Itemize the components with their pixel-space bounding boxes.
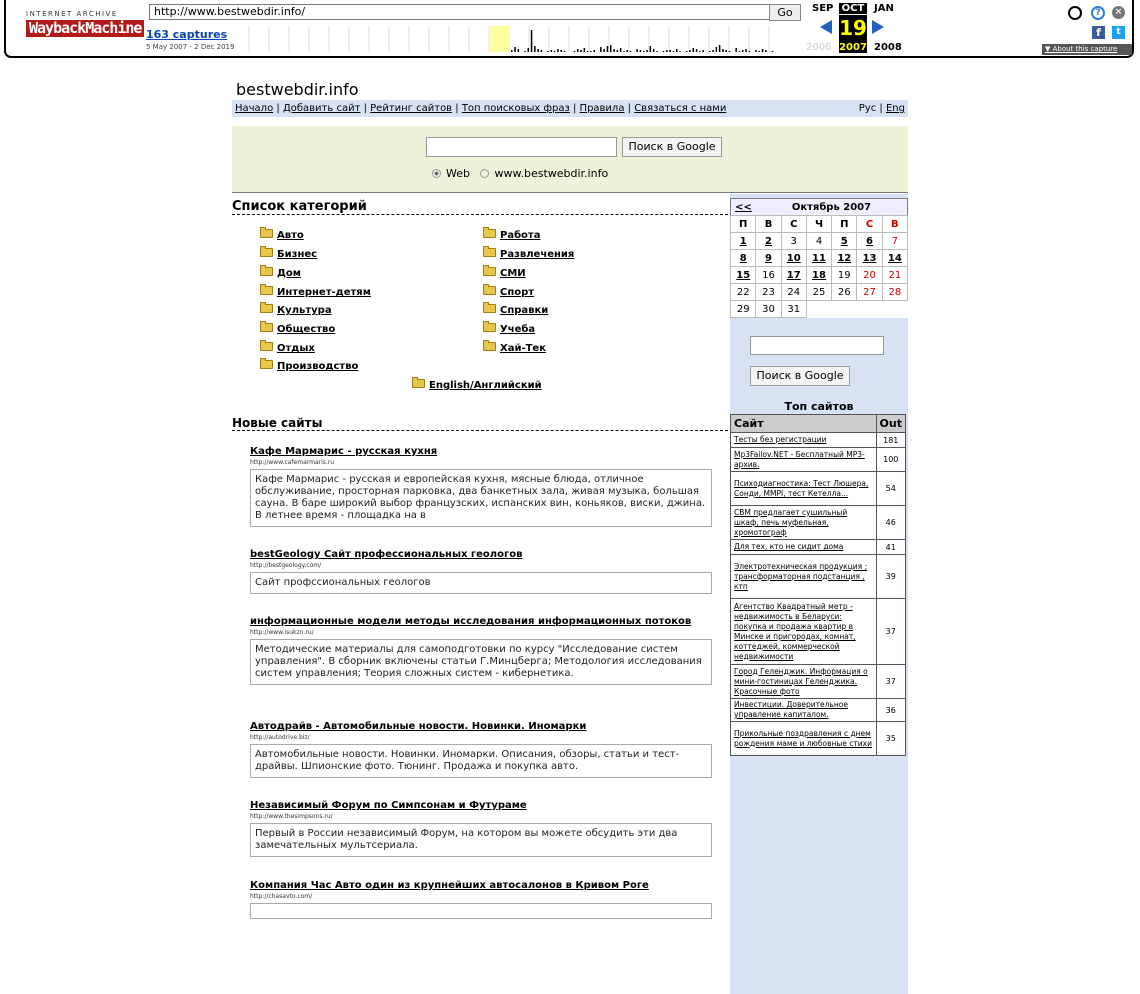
cat-label: English/Английский xyxy=(429,380,542,391)
capture-bar xyxy=(702,50,704,52)
calendar-day: 20 xyxy=(857,267,882,284)
capture-bar xyxy=(594,50,596,52)
top-site-out: 37 xyxy=(876,599,905,665)
capture-bar xyxy=(537,49,539,52)
weekday-6: В xyxy=(882,216,907,233)
capture-bar xyxy=(590,51,592,52)
entry-url: http://www.thesimpsons.ru/ xyxy=(250,813,333,820)
calendar-day[interactable]: 6 xyxy=(857,233,882,250)
cat-label: Культура xyxy=(277,305,332,316)
about-capture-link[interactable]: ▼ About this capture xyxy=(1042,44,1132,55)
capture-bar xyxy=(561,50,563,52)
weekday-5: С xyxy=(857,216,882,233)
table-row xyxy=(731,472,906,506)
cat-label: Хай-Тек xyxy=(500,343,547,354)
table-row xyxy=(731,433,906,448)
wayback-toolbar xyxy=(4,0,1134,58)
calendar-day: 4 xyxy=(806,233,831,250)
capture-bar xyxy=(759,51,761,52)
cat-auto[interactable] xyxy=(260,229,304,241)
calendar-day[interactable]: 12 xyxy=(832,250,857,267)
cat-label: Авто xyxy=(277,230,304,241)
capture-bar xyxy=(666,50,668,52)
capture-bar xyxy=(580,50,582,52)
cat-label: Отдых xyxy=(277,343,315,354)
capture-bar xyxy=(673,51,675,52)
capture-bar xyxy=(600,47,602,52)
top-site-link[interactable]: Тесты без регистрации xyxy=(731,433,877,448)
prev-month[interactable]: SEP xyxy=(812,3,834,14)
capture-bar xyxy=(653,49,655,52)
col-site: Сайт xyxy=(731,415,877,433)
capture-bar xyxy=(636,49,638,52)
radio-web-label: Web xyxy=(446,167,470,180)
capture-bar xyxy=(554,51,556,52)
cat-culture[interactable] xyxy=(260,304,332,316)
twitter-icon[interactable]: t xyxy=(1112,26,1125,39)
calendar-day[interactable]: 15 xyxy=(731,267,756,284)
top-site-out: 100 xyxy=(876,448,905,472)
right-column xyxy=(730,194,908,994)
radio-web[interactable] xyxy=(432,169,441,178)
capture-bar xyxy=(689,50,691,52)
top-sites-table xyxy=(730,414,906,756)
user-icon[interactable] xyxy=(1068,6,1082,20)
nav-add-site[interactable]: Добавить сайт xyxy=(282,103,361,114)
calendar-day xyxy=(832,301,857,318)
calendar-day[interactable]: 8 xyxy=(731,250,756,267)
calendar-day: 21 xyxy=(882,267,907,284)
calendar-day[interactable]: 5 xyxy=(832,233,857,250)
capture-bar xyxy=(640,50,642,52)
cat-kids[interactable] xyxy=(260,286,371,298)
capture-range: 5 May 2007 - 2 Dec 2019 xyxy=(146,43,235,51)
calendar-week xyxy=(731,267,908,284)
calendar-day: 29 xyxy=(731,301,756,318)
cat-society[interactable] xyxy=(260,323,335,335)
calendar-day xyxy=(806,301,831,318)
calendar-day: 19 xyxy=(832,267,857,284)
capture-bar xyxy=(518,49,520,52)
entry-desc: Сайт профссиональных геологов xyxy=(250,572,712,594)
capture-bar xyxy=(587,51,589,52)
nav-home[interactable]: Начало xyxy=(235,103,274,114)
entry-url: http://www.isukzn.ru/ xyxy=(250,629,314,636)
capture-bar xyxy=(699,51,701,52)
top-site-link[interactable]: Агентство Квадратный метр - недвижимость в Беларуси: покупка и продажа квартир в Минске и пригородах, комнат, коттеджей, коммерческой недвижимости xyxy=(731,599,877,665)
capture-bar xyxy=(693,48,695,52)
calendar-day xyxy=(882,301,907,318)
folder-icon xyxy=(260,342,273,351)
calendar-day: 22 xyxy=(731,284,756,301)
folder-icon xyxy=(483,342,496,351)
weekday-3: Ч xyxy=(806,216,831,233)
entry-url: http://autodrive.biz/ xyxy=(250,734,310,741)
next-month[interactable]: JAN xyxy=(874,3,894,14)
calendar-week xyxy=(731,284,908,301)
capture-bar xyxy=(669,50,671,52)
new-sites-heading: Новые сайты xyxy=(232,416,728,431)
table-row xyxy=(731,665,906,699)
entry-title[interactable]: Компания Час Авто один из крупнейших автосалонов в Кривом Роге xyxy=(250,880,649,891)
list-item xyxy=(250,446,712,527)
table-row xyxy=(731,448,906,472)
capture-sparkline[interactable] xyxy=(246,26,790,52)
capture-bar xyxy=(557,49,559,52)
top-site-link[interactable]: Город Геленджик. Информация о мини-гостиницах Геленджика. Красочные фото xyxy=(731,665,877,699)
folder-icon xyxy=(483,286,496,295)
entry-title[interactable]: Кафе Мармарис - русская кухня xyxy=(250,446,438,457)
weekday-2: С xyxy=(781,216,806,233)
capture-bar xyxy=(735,48,737,52)
current-day: 19 xyxy=(839,16,867,40)
calendar-day: 7 xyxy=(882,233,907,250)
weekday-4: П xyxy=(832,216,857,233)
top-site-out: 41 xyxy=(876,540,905,555)
list-item xyxy=(250,800,712,857)
calendar-day xyxy=(857,301,882,318)
capture-bar xyxy=(745,49,747,52)
capture-bar xyxy=(534,46,536,52)
cat-media[interactable] xyxy=(483,267,526,279)
current-year: 2007 xyxy=(839,42,867,53)
capture-bar xyxy=(528,48,530,52)
folder-icon xyxy=(260,229,273,238)
capture-bar xyxy=(716,47,718,52)
list-item xyxy=(250,549,712,594)
next-year[interactable]: 2008 xyxy=(874,42,902,53)
capture-bar xyxy=(656,51,658,52)
cat-hitech[interactable] xyxy=(483,342,546,354)
current-year-highlight xyxy=(489,26,509,52)
entry-title[interactable]: информационные модели методы исследования информационных потоков xyxy=(250,616,692,627)
capture-bar xyxy=(765,50,767,52)
capture-bar xyxy=(610,45,612,52)
entry-url: http://bestgeology.com/ xyxy=(250,562,322,569)
side-google-search-button[interactable]: Поиск в Google xyxy=(750,366,850,386)
top-site-link[interactable]: СВМ предлагает сушильный шкаф, печь муфельная, хромотограф xyxy=(731,506,877,540)
calendar-day: 16 xyxy=(756,267,781,284)
table-row xyxy=(731,540,906,555)
capture-bar xyxy=(547,51,549,52)
calendar-day: 26 xyxy=(832,284,857,301)
capture-bar xyxy=(726,50,728,52)
table-row xyxy=(731,506,906,540)
capture-bar xyxy=(577,49,579,52)
capture-bar xyxy=(564,51,566,52)
cat-label: Общество xyxy=(277,324,336,335)
folder-icon xyxy=(483,248,496,257)
table-row xyxy=(731,722,906,756)
folder-icon xyxy=(412,379,425,388)
capture-bar xyxy=(574,51,576,52)
capture-bar xyxy=(722,49,724,52)
list-item xyxy=(250,616,712,685)
captures-link[interactable]: 163 captures xyxy=(146,28,228,41)
capture-bar xyxy=(646,50,648,52)
calendar-day[interactable]: 1 xyxy=(731,233,756,250)
calendar-day: 25 xyxy=(806,284,831,301)
calendar-weekdays xyxy=(731,216,908,233)
list-item xyxy=(250,721,712,778)
calendar-day[interactable]: 9 xyxy=(756,250,781,267)
cat-business[interactable] xyxy=(260,248,317,260)
entry-desc: Автомобильные новости. Новинки. Иномарки. Описания, обзоры, статьи и тест-драйвы. Шпионские фото. Тюнинг. Продажа и покупка авто. xyxy=(250,744,712,778)
search-panel xyxy=(232,126,908,193)
cat-label: Производство xyxy=(277,361,359,372)
top-site-out: 46 xyxy=(876,506,905,540)
col-out: Out xyxy=(876,415,905,433)
capture-bar xyxy=(742,50,744,52)
cat-education[interactable] xyxy=(483,323,535,335)
calendar-day: 24 xyxy=(781,284,806,301)
nav-top-phrases[interactable]: Топ поисковых фраз xyxy=(461,103,570,114)
capture-bar xyxy=(511,50,513,52)
capture-bar xyxy=(531,30,533,52)
prev-capture-arrow-icon[interactable] xyxy=(820,20,832,34)
capture-bar xyxy=(603,49,605,52)
top-site-out: 35 xyxy=(876,722,905,756)
entry-url: http://chasavto.com/ xyxy=(250,893,313,900)
cat-work[interactable] xyxy=(483,229,540,241)
capture-bar xyxy=(551,50,553,52)
capture-bar xyxy=(617,50,619,52)
top-site-out: 36 xyxy=(876,699,905,722)
top-site-link[interactable]: Инвестиции. Доверительное управление капиталом. xyxy=(731,699,877,722)
capture-bar xyxy=(607,46,609,52)
nav-rating[interactable]: Рейтинг сайтов xyxy=(370,103,453,114)
capture-bar xyxy=(584,48,586,52)
capture-bar xyxy=(719,45,721,52)
wayback-logo[interactable]: WaybackMachine xyxy=(26,20,144,37)
folder-icon xyxy=(483,304,496,313)
entry-title[interactable]: Независимый Форум по Симпсонам и Футураме xyxy=(250,800,527,811)
calendar-day: 28 xyxy=(882,284,907,301)
radio-site[interactable] xyxy=(480,169,489,178)
top-site-link[interactable]: Для тех, кто не сидит дома xyxy=(731,540,877,555)
weekday-1: В xyxy=(756,216,781,233)
folder-icon xyxy=(260,286,273,295)
capture-bar xyxy=(755,50,757,52)
calendar-day[interactable]: 17 xyxy=(781,267,806,284)
folder-icon xyxy=(483,229,496,238)
lang-ru: Рус xyxy=(858,103,877,114)
capture-bar xyxy=(627,50,629,52)
calendar xyxy=(730,198,908,318)
calendar-day: 31 xyxy=(781,301,806,318)
top-site-out: 181 xyxy=(876,433,905,448)
table-row xyxy=(731,555,906,599)
top-nav: Начало | Добавить сайт | Рейтинг сайтов | Топ поисковых фраз | Правила | Связаться с нами Рус | Eng xyxy=(232,100,908,117)
side-search-input[interactable] xyxy=(750,336,884,355)
capture-bar xyxy=(676,49,678,52)
calendar-day[interactable]: 11 xyxy=(806,250,831,267)
current-month: OCT xyxy=(839,3,867,14)
calendar-day[interactable]: 14 xyxy=(882,250,907,267)
cat-fun[interactable] xyxy=(483,248,574,260)
calendar-day: 30 xyxy=(756,301,781,318)
capture-bar xyxy=(620,48,622,52)
top-site-link[interactable]: Mp3Failov.NET - Бесплатный МР3-архив. xyxy=(731,448,877,472)
capture-bar xyxy=(739,51,741,52)
cat-label: Спорт xyxy=(500,287,535,298)
capture-bar xyxy=(630,51,632,52)
folder-icon xyxy=(260,323,273,332)
cat-home[interactable] xyxy=(260,267,301,279)
calendar-day[interactable]: 13 xyxy=(857,250,882,267)
top-site-link[interactable]: Электротехническая продукция ; трансформаторная подстанция , ктп xyxy=(731,555,877,599)
calendar-day[interactable]: 2 xyxy=(756,233,781,250)
entry-desc xyxy=(250,903,712,919)
calendar-day: 27 xyxy=(857,284,882,301)
go-button[interactable]: Go xyxy=(769,4,801,21)
entry-desc: Первый в России независимый Форум, на котором вы можете обсудить эти два замечательных мультсериала. xyxy=(250,823,712,857)
prev-year[interactable]: 2006 xyxy=(806,42,832,53)
capture-bar xyxy=(541,50,543,52)
search-scope xyxy=(432,167,608,180)
facebook-icon[interactable]: f xyxy=(1092,26,1105,39)
capture-bar xyxy=(772,51,774,52)
calendar-day: 23 xyxy=(756,284,781,301)
help-icon[interactable]: ? xyxy=(1091,6,1105,20)
capture-bar xyxy=(643,51,645,52)
calendar-week xyxy=(731,301,908,318)
calendar-prev-link[interactable]: << xyxy=(731,199,756,216)
entry-title[interactable]: Автодрайв - Автомобильные новости. Новинки. Иномарки xyxy=(250,721,587,732)
calendar-week xyxy=(731,250,908,267)
calendar-day: 3 xyxy=(781,233,806,250)
capture-bar xyxy=(650,46,652,52)
cat-label: Учеба xyxy=(500,324,536,335)
entry-title[interactable]: bestGeology Сайт профессиональных геологов xyxy=(250,549,523,560)
top-site-out: 37 xyxy=(876,665,905,699)
cat-english[interactable] xyxy=(412,379,542,391)
cat-label: Интернет-детям xyxy=(277,287,371,298)
top-site-link[interactable]: Прикольные поздравления с днем рождения маме и любовные стихи xyxy=(731,722,877,756)
folder-icon xyxy=(260,360,273,369)
list-item xyxy=(250,880,712,919)
cat-production[interactable] xyxy=(260,360,358,372)
cat-sport[interactable] xyxy=(483,286,534,298)
calendar-day[interactable]: 10 xyxy=(781,250,806,267)
cat-label: СМИ xyxy=(500,268,526,279)
capture-bar xyxy=(749,51,751,52)
cat-label: Работа xyxy=(500,230,541,241)
capture-bar xyxy=(623,51,625,52)
capture-bar xyxy=(762,49,764,52)
search-input[interactable] xyxy=(426,137,617,157)
categories-heading: Список категорий xyxy=(232,199,728,215)
table-row xyxy=(731,699,906,722)
next-capture-arrow-icon[interactable] xyxy=(872,20,884,34)
top-site-out: 54 xyxy=(876,472,905,506)
url-input[interactable]: http://www.bestwebdir.info/ xyxy=(149,4,773,20)
capture-bar xyxy=(686,51,688,52)
nav-contact[interactable]: Связаться с нами xyxy=(634,103,727,114)
close-icon[interactable]: × xyxy=(1112,6,1125,19)
calendar-title: Октябрь 2007 xyxy=(756,199,908,216)
google-search-button[interactable]: Поиск в Google xyxy=(622,137,722,157)
capture-bar xyxy=(663,51,665,52)
folder-icon xyxy=(483,267,496,276)
entry-url: http://www.cafemarmaris.ru xyxy=(250,459,335,466)
capture-bar xyxy=(696,49,698,52)
folder-icon xyxy=(260,304,273,313)
top-site-out: 39 xyxy=(876,555,905,599)
capture-bar xyxy=(524,51,526,52)
cat-label: Дом xyxy=(277,268,301,279)
weekday-0: П xyxy=(731,216,756,233)
capture-bar xyxy=(514,47,516,52)
cat-leisure[interactable] xyxy=(260,342,315,354)
folder-icon xyxy=(260,267,273,276)
cat-label: Бизнес xyxy=(277,249,318,260)
about-capture-label: About this capture xyxy=(1052,45,1118,53)
entry-desc: Методические материалы для самоподготовки по курсу "Исследование систем управления". В сборник включены статьи Г.Минцберга; Методология исследования систем управления; Теория сложных систем - кибернетика. xyxy=(250,639,712,685)
lang-en[interactable]: Eng xyxy=(885,103,905,114)
internet-archive-label: INTERNET ARCHIVE xyxy=(26,10,118,18)
site-title: bestwebdir.info xyxy=(236,80,359,99)
radio-site-label: www.bestwebdir.info xyxy=(494,167,609,180)
folder-icon xyxy=(483,323,496,332)
nav-rules[interactable]: Правила xyxy=(579,103,625,114)
capture-bar xyxy=(712,50,714,52)
entry-desc: Кафе Мармарис - русская и европейская кухня, мясные блюда, отличное обслуживание, просторная парковка, два банкетных зала, живая музыка, большая сауна. В баре широкий выбор французских, испанских вин, коньяков, виски, джина. В летнее время - площадка на в xyxy=(250,469,712,527)
folder-icon xyxy=(260,248,273,257)
capture-bar xyxy=(709,51,711,52)
capture-bar xyxy=(679,51,681,52)
capture-bar xyxy=(729,51,731,52)
table-row xyxy=(731,599,906,665)
cat-reference[interactable] xyxy=(483,304,548,316)
cat-label: Развлечения xyxy=(500,249,575,260)
capture-bar xyxy=(613,49,615,52)
top-sites-heading: Топ сайтов xyxy=(784,400,854,413)
calendar-week xyxy=(731,233,908,250)
cat-label: Справки xyxy=(500,305,549,316)
calendar-day[interactable]: 18 xyxy=(806,267,831,284)
top-site-link[interactable]: Психодиагностика: Тест Люшера, Сонди, MMPI, тест Кетелла... xyxy=(731,472,877,506)
